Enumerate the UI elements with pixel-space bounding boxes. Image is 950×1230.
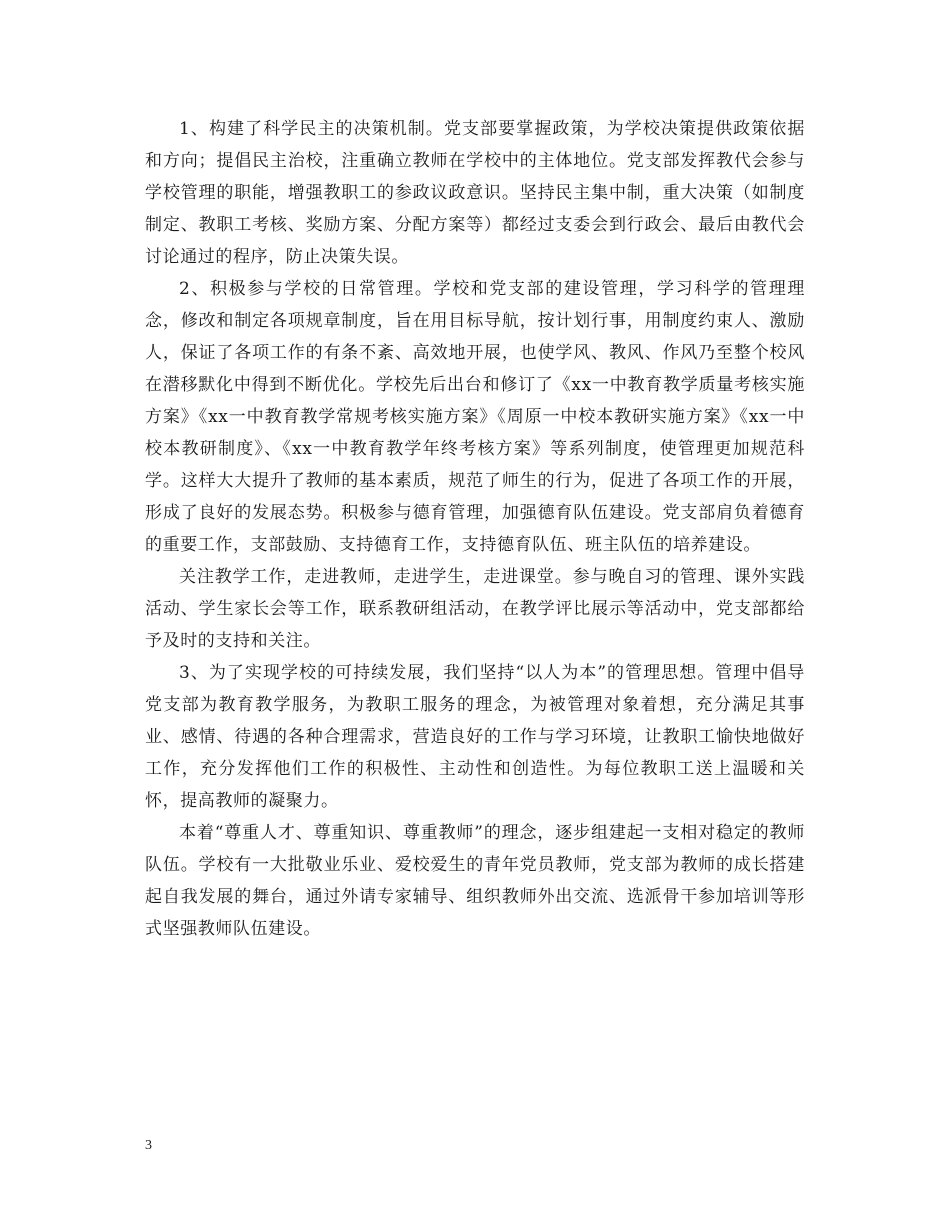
paragraph-decision-mechanism: 1、构建了科学民主的决策机制。党支部要掌握政策，为学校决策提供政策依据和方向；提倡民主治校，注重确立教师在学校中的主体地位。党支部发挥教代会参与学校管理的职能，增强教职工的参政议政意识。坚持民主集中制，重大决策（如制度制定、教职工考核、奖励方案、分配方案等）都经过支委会到行政会、最后由教代会讨论通过的程序，防止决策失误。 bbox=[145, 119, 805, 267]
paragraph-daily-management: 2、积极参与学校的日常管理。学校和党支部的建设管理，学习科学的管理理念，修改和制定各项规章制度，旨在用目标导航，按计划行事，用制度约束人、激励人，保证了各项工作的有条不紊、高效地开展，也使学风、教风、作风乃至整个校风在潜移默化中得到不断优化。学校先后出台和修订了《xx一中教育教学质量考核实施方案》《xx一中教育教学常规考核实施方案》《周原一中校本教研实施方案》《xx一中校本教研制度》、《xx一中教育教学年终考核方案》等系列制度，使管理更加规范科学。这样大大提升了教师的基本素质，规范了师生的行为，促进了各项工作的开展，形成了良好的发展态势。积极参与德育管理，加强德育队伍建设。党支部肩负着德育的重要工作，支部鼓励、支持德育工作，支持德育队伍、班主队伍的培养建设。 bbox=[145, 279, 805, 555]
document-body bbox=[145, 113, 805, 945]
paragraph-people-oriented: 3、为了实现学校的可持续发展，我们坚持“以人为本”的管理思想。管理中倡导党支部为教育教学服务，为教职工服务的理念，为被管理对象着想，充分满足其事业、感情、待遇的各种合理需求，营造良好的工作与学习环境，让教职工愉快地做好工作，充分发挥他们工作的积极性、主动性和创造性。为每位教职工送上温暖和关怀，提高教师的凝聚力。 bbox=[145, 663, 805, 811]
paragraph-teaching-work: 关注教学工作，走进教师，走进学生，走进课堂。参与晚自习的管理、课外实践活动、学生家长会等工作，联系教研组活动，在教学评比展示等活动中，党支部都给予及时的支持和关注。 bbox=[145, 567, 805, 651]
page-number: 3 bbox=[145, 1138, 152, 1153]
paragraph-teacher-team: 本着“尊重人才、尊重知识、尊重教师”的理念，逐步组建起一支相对稳定的教师队伍。学校有一大批敬业乐业、爱校爱生的青年党员教师，党支部为教师的成长搭建起自我发展的舞台，通过外请专家辅导、组织教师外出交流、选派骨干参加培训等形式坚强教师队伍建设。 bbox=[145, 823, 805, 939]
